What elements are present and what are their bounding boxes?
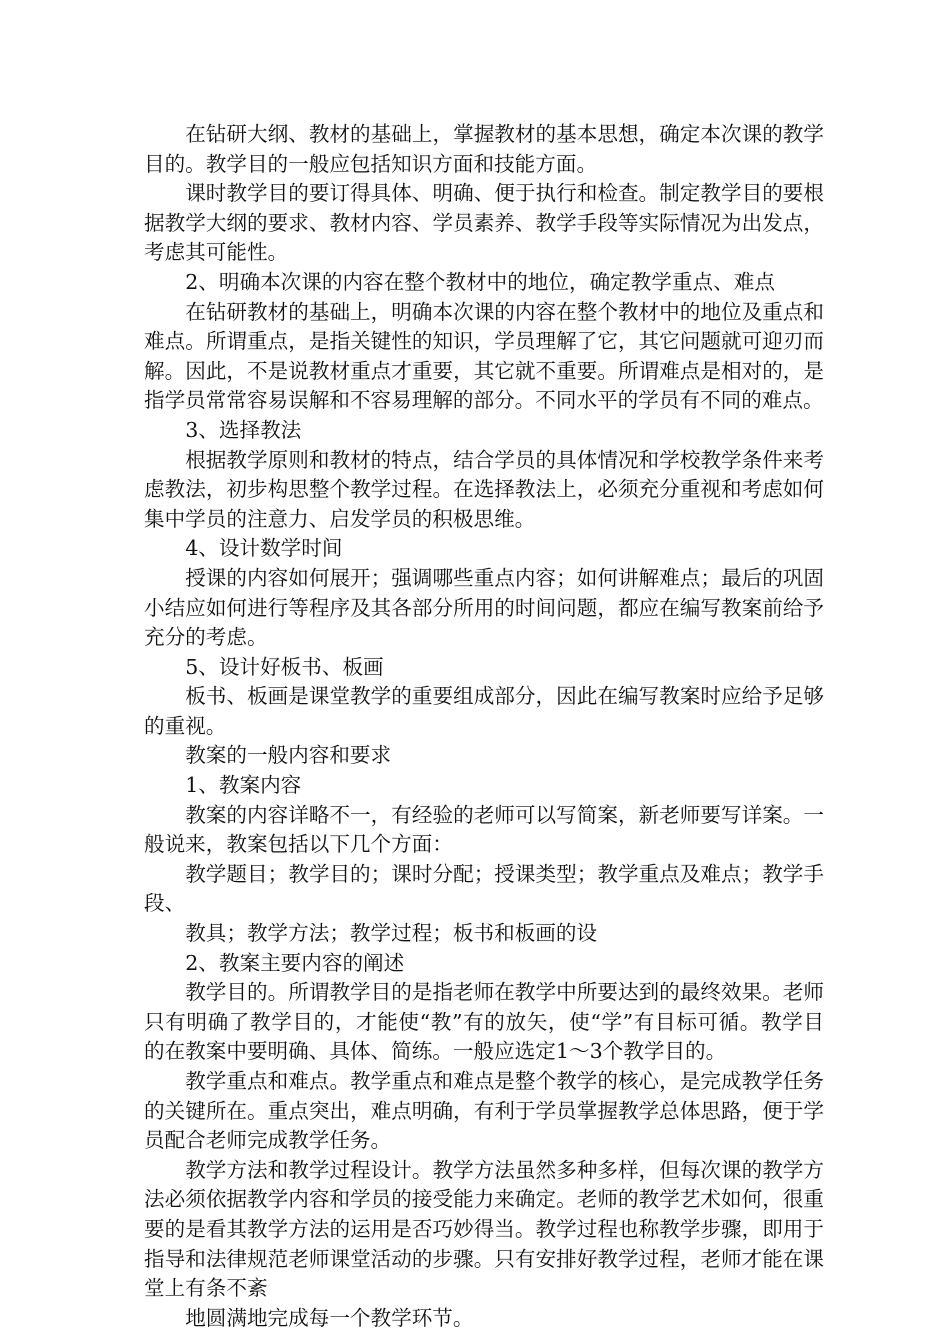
section-heading: 2、明确本次课的内容在整个教材中的地位，确定教学重点、难点 — [185, 269, 775, 294]
paragraph: 课时教学目的要订得具体、明确、便于执行和检查。制定教学目的要根据教学大纲的要求、教材内容、学员素养、教学手段等实际情况为出发点，考虑其可能性。 — [144, 181, 824, 265]
paragraph: 教具；教学方法；教学过程；板书和板画的设 — [185, 921, 598, 946]
paragraph: 授课的内容如何展开；强调哪些重点内容；如何讲解难点；最后的巩固小结应如何进行等程序及其各部分所用的时间问题，都应在编写教案前给予充分的考虑。 — [144, 565, 824, 650]
paragraph: 在钻研教材的基础上，明确本次课的内容在整个教材中的地位及重点和难点。所谓重点，是指关键性的知识，学员理解了它，其它问题就可迎刃而解。因此，不是说教材重点才重要，其它就不重要。所谓难点是相对的，是指学员常常容易误解和不容易理解的部分。不同水平的学员有不同的难点。 — [144, 299, 824, 413]
section-heading: 2、教案主要内容的阐述 — [185, 950, 405, 975]
section-heading: 教案的一般内容和要求 — [185, 743, 392, 768]
document-body — [144, 120, 824, 1333]
paragraph: 在钻研大纲、教材的基础上，掌握教材的基本思想，确定本次课的教学目的。教学目的一般应包括知识方面和技能方面。 — [144, 122, 824, 176]
paragraph: 教学目的。所谓教学目的是指老师在教学中所要达到的最终效果。老师只有明确了教学目的，才能使“教”有的放矢，使“学”有目标可循。教学目的在教案中要明确、具体、简练。一般应选定1～3个教学目的。 — [144, 980, 824, 1064]
section-heading: 5、设计好板书、板画 — [185, 654, 384, 679]
paragraph: 板书、板画是课堂教学的重要组成部分，因此在编写教案时应给予足够的重视。 — [144, 684, 824, 738]
paragraph: 教学重点和难点。教学重点和难点是整个教学的核心，是完成教学任务的关键所在。重点突出，难点明确，有利于学员掌握教学总体思路，便于学员配合老师完成教学任务。 — [144, 1069, 824, 1153]
section-heading: 4、设计数学时间 — [185, 536, 343, 561]
paragraph: 地圆满地完成每一个教学环节。 — [185, 1305, 474, 1330]
section-heading: 1、教案内容 — [185, 773, 302, 798]
paragraph: 教案的内容详略不一，有经验的老师可以写简案，新老师要写详案。一般说来，教案包括以下几个方面： — [144, 802, 824, 857]
paragraph: 教学方法和教学过程设计。教学方法虽然多种多样，但每次课的教学方法必须依据教学内容和学员的接受能力来确定。老师的教学艺术如何，很重要的是看其教学方法的运用是否巧妙得当。教学过程也称教学步骤，即用于指导和法律规范老师课堂活动的步骤。只有安排好教学过程，老师才能在课堂上有条不紊 — [144, 1157, 824, 1301]
section-heading: 3、选择教法 — [185, 417, 302, 442]
paragraph: 根据教学原则和教材的特点，结合学员的具体情况和学校教学条件来考虑教法，初步构思整个教学过程。在选择教法上，必须充分重视和考虑如何集中学员的注意力、启发学员的积极思维。 — [144, 447, 824, 531]
paragraph: 教学题目；教学目的；课时分配；授课类型；教学重点及难点；教学手段、 — [144, 861, 824, 916]
